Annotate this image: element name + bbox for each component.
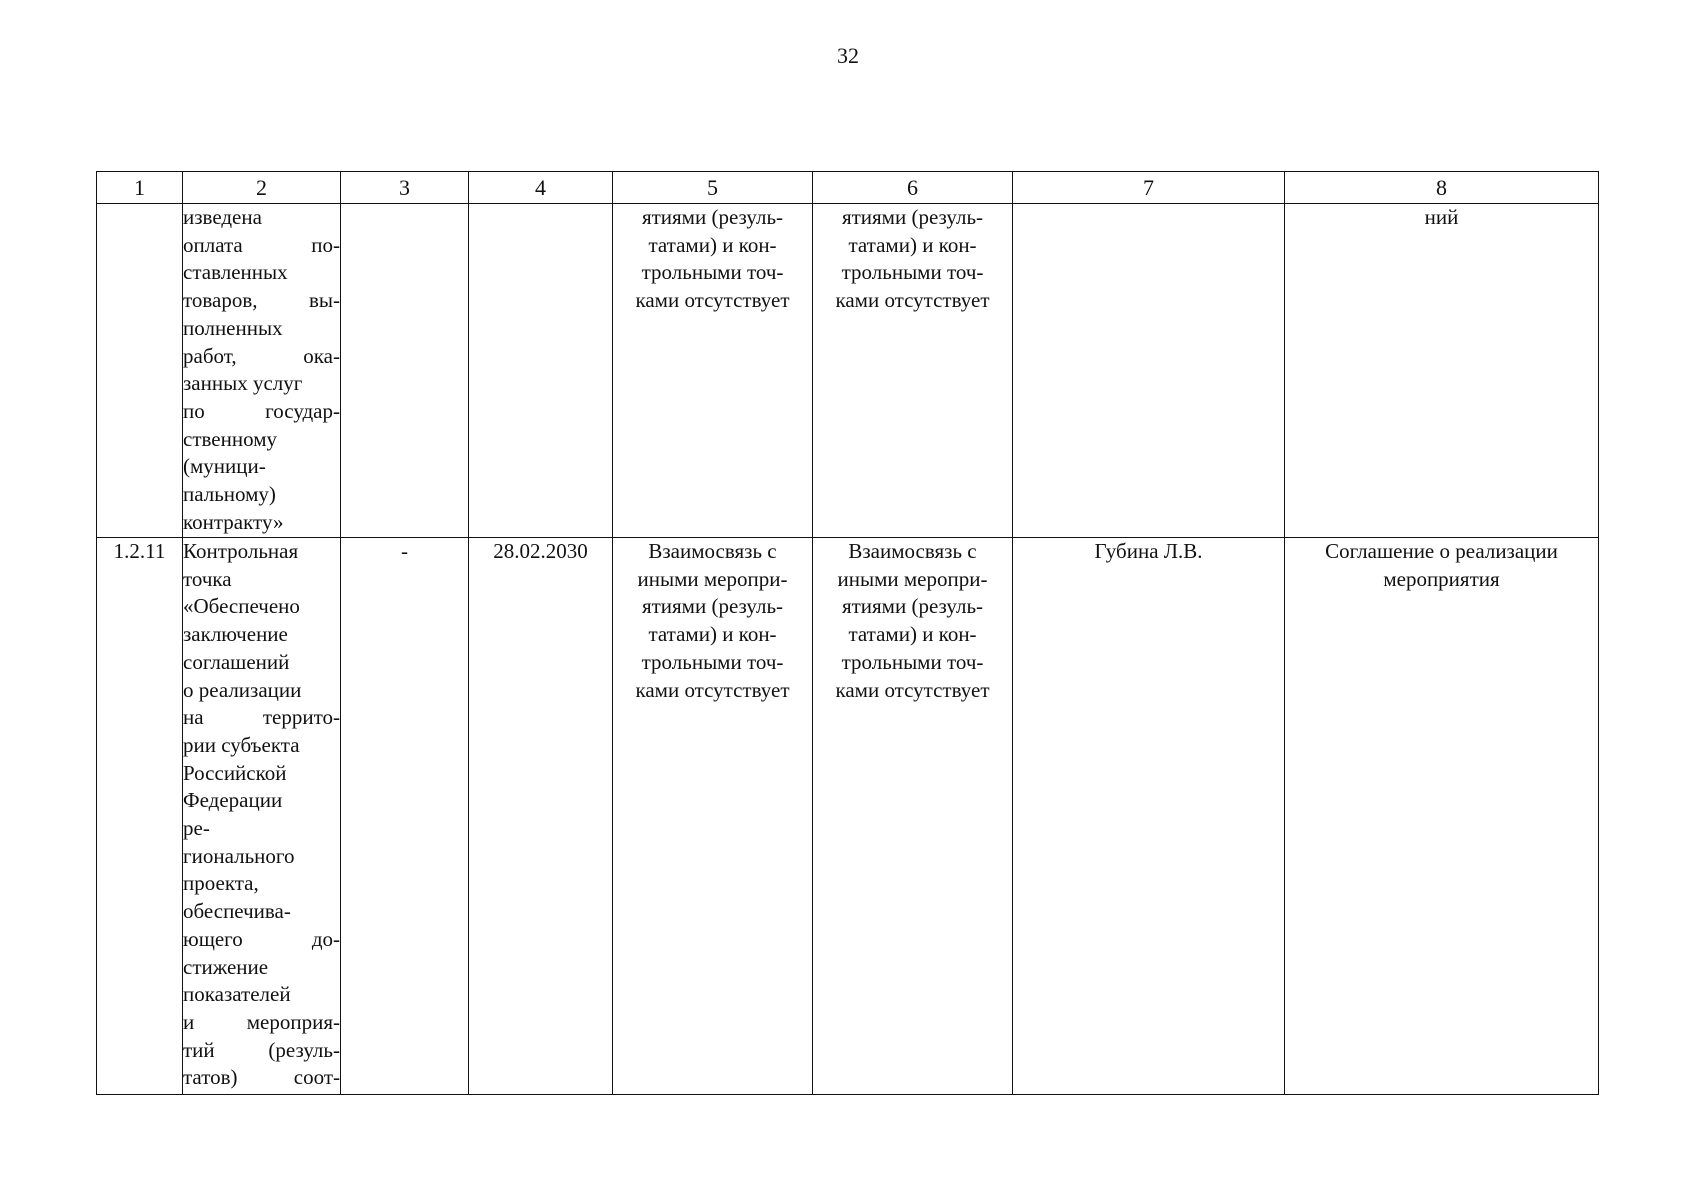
description-line: полненных [183, 315, 283, 340]
cell-relation [813, 204, 1013, 538]
cell-number [97, 204, 183, 538]
description-line: пальному) [183, 482, 276, 507]
header-col-4: 4 [469, 172, 613, 204]
description-line: Федерации [183, 788, 283, 813]
description-line: ре- [183, 816, 210, 841]
description-line: Российской [183, 760, 287, 785]
relation-line: трольными точ- [641, 260, 784, 285]
relation-line: трольными точ- [841, 649, 984, 674]
cell-relation [613, 538, 813, 1095]
description-line: ственному [183, 426, 277, 451]
relation-line: иными меропри- [637, 566, 788, 591]
description-line: гионального [183, 843, 295, 868]
cell-date: 28.02.2030 [469, 538, 613, 1095]
description-line: стижение [183, 954, 269, 979]
header-row [97, 172, 1599, 204]
relation-line: Взаимосвязь с [648, 539, 777, 563]
description-line: показателей [183, 982, 291, 1007]
description-line: изведена [183, 205, 262, 229]
description-line: рии субъекта [183, 732, 300, 757]
cell-date [469, 204, 613, 538]
relation-line: трольными точ- [841, 260, 984, 285]
relation-line: ками отсутствует [835, 677, 990, 702]
description-line: тий (резуль- [183, 1037, 340, 1062]
relation-line: иными меропри- [837, 566, 988, 591]
document-line: ний [1424, 205, 1459, 229]
cell-responsible [1013, 204, 1285, 538]
relation-line: татами) и кон- [648, 622, 777, 647]
table-row-continued [97, 204, 1599, 538]
description-line: соглашений [183, 649, 290, 674]
description-line: проекта, [183, 871, 259, 896]
cell-number: 1.2.11 [97, 538, 183, 1095]
header-col-8: 8 [1285, 172, 1599, 204]
relation-line: ками отсутствует [835, 288, 990, 313]
description-line: (муници- [183, 454, 266, 479]
description-line: татов) соот- [183, 1065, 340, 1090]
cell-document [1285, 538, 1599, 1095]
description-line: занных услуг [183, 371, 303, 396]
description-line: работ, ока- [183, 343, 340, 368]
relation-line: ятиями (резуль- [841, 594, 984, 619]
document-line: Соглашение о реализации [1325, 539, 1558, 563]
cell-description [183, 204, 341, 538]
description-line: «Обеспечено [183, 594, 300, 619]
relation-line: татами) и кон- [848, 232, 977, 257]
description-line: контракту» [183, 509, 284, 534]
description-line: по государ- [183, 398, 340, 423]
cell-document [1285, 204, 1599, 538]
relation-line: ятиями (резуль- [841, 205, 984, 229]
description-line: ющего до- [183, 926, 340, 951]
document-line: мероприятия [1383, 566, 1500, 591]
table-row-1-2-11 [97, 538, 1599, 1095]
page-number: 32 [837, 43, 859, 68]
description-line: заключение [183, 622, 288, 647]
description-line: точка [183, 566, 232, 591]
relation-line: Взаимосвязь с [848, 539, 977, 563]
header-col-7: 7 [1013, 172, 1285, 204]
description-line: ставленных [183, 260, 288, 285]
cell-relation [813, 538, 1013, 1095]
cell-responsible: Губина Л.В. [1013, 538, 1285, 1095]
cell-relation [613, 204, 813, 538]
cell-col-3 [341, 204, 469, 538]
relation-line: ками отсутствует [635, 288, 790, 313]
relation-line: татами) и кон- [848, 622, 977, 647]
cell-description [183, 538, 341, 1095]
relation-line: ками отсутствует [635, 677, 790, 702]
description-line: и мероприя- [183, 1009, 340, 1034]
plan-table [96, 171, 1599, 1095]
relation-line: ятиями (резуль- [641, 594, 784, 619]
header-col-5: 5 [613, 172, 813, 204]
description-line: о реализации [183, 677, 302, 702]
description-line: обеспечива- [183, 899, 291, 924]
description-line: товаров, вы- [183, 288, 340, 313]
header-col-1: 1 [97, 172, 183, 204]
header-col-2: 2 [183, 172, 341, 204]
relation-line: татами) и кон- [648, 232, 777, 257]
header-col-6: 6 [813, 172, 1013, 204]
cell-col-3: - [341, 538, 469, 1095]
description-line: Контрольная [183, 539, 299, 563]
relation-line: ятиями (резуль- [641, 205, 784, 229]
description-line: оплата по- [183, 232, 340, 257]
header-col-3: 3 [341, 172, 469, 204]
description-line: на террито- [183, 705, 340, 730]
relation-line: трольными точ- [641, 649, 784, 674]
